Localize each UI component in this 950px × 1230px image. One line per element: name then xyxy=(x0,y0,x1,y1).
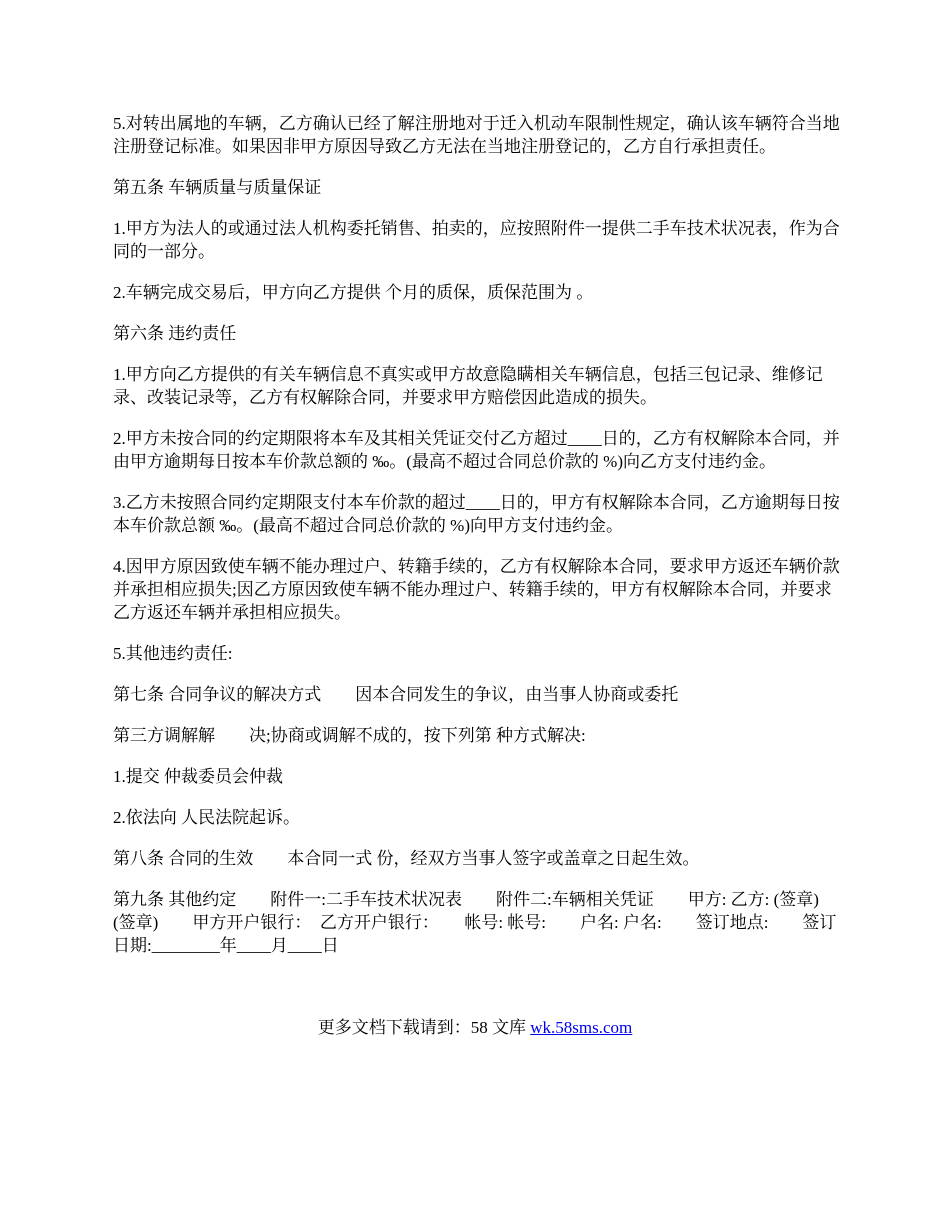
paragraph-litigation: 2.依法向 人民法院起诉。 xyxy=(113,808,300,827)
heading-article-5: 第五条 车辆质量与质量保证 xyxy=(113,178,322,197)
paragraph-vehicle-registration: 5.对转出属地的车辆，乙方确认已经了解注册地对于迁入机动车限制性规定，确认该车辆符合当地注册登记标准。如果因非甲方原因导致乙方无法在当地注册登记的，乙方自行承担责任。 xyxy=(113,114,840,156)
footer-link[interactable]: wk.58sms.com xyxy=(530,1018,633,1037)
heading-article-8: 第八条 合同的生效 本合同一式 份，经双方当事人签字或盖章之日起生效。 xyxy=(113,849,700,868)
paragraph-breach-2: 2.甲方未按合同的约定期限将本车及其相关凭证交付乙方超过____日的，乙方有权解除本合同，并由甲方逾期每日按本车价款总额的 ‰。(最高不超过合同总价款的 %)向乙方支付违约金。 xyxy=(113,429,840,471)
paragraph-technical-status: 1.甲方为法人的或通过法人机构委托销售、拍卖的，应按照附件一提供二手车技术状况表，作为合同的一部分。 xyxy=(113,219,840,261)
footer-text: 更多文档下载请到：58 文库 xyxy=(317,1018,531,1037)
paragraph-warranty: 2.车辆完成交易后，甲方向乙方提供 个月的质保，质保范围为 。 xyxy=(113,283,594,302)
paragraph-arbitration: 1.提交 仲裁委员会仲裁 xyxy=(113,767,283,786)
paragraph-breach-3: 3.乙方未按照合同约定期限支付本车价款的超过____日的，甲方有权解除本合同，乙方逾期每日按本车价款总额 ‰。(最高不超过合同总价款的 %)向甲方支付违约金。 xyxy=(113,493,840,535)
heading-article-7: 第七条 合同争议的解决方式 因本合同发生的争议，由当事人协商或委托 xyxy=(113,685,679,704)
paragraph-dispute-mediation: 第三方调解解 决;协商或调解不成的，按下列第 种方式解决: xyxy=(113,726,586,745)
heading-article-6: 第六条 违约责任 xyxy=(113,324,237,343)
paragraph-breach-4: 4.因甲方原因致使车辆不能办理过户、转籍手续的，乙方有权解除本合同，要求甲方返还车辆价款并承担相应损失;因乙方原因致使车辆不能办理过户、转籍手续的，甲方有权解除本合同，并要求乙方返还车辆并承担相应损失。 xyxy=(113,557,840,622)
paragraph-breach-5: 5.其他违约责任: xyxy=(113,644,233,663)
paragraph-breach-1: 1.甲方向乙方提供的有关车辆信息不真实或甲方故意隐瞒相关车辆信息，包括三包记录、维修记录、改装记录等，乙方有权解除合同，并要求甲方赔偿因此造成的损失。 xyxy=(113,365,823,407)
footer xyxy=(0,1016,950,1039)
heading-article-9: 第九条 其他约定 附件一:二手车技术状况表 附件二:车辆相关凭证 甲方: 乙方: (签章) (签章) 甲方开户银行： 乙方开户银行： 帐号: 帐号: 户名: 户名: 签订地点: 签订日期:________年____月____日 xyxy=(113,890,837,955)
document-body xyxy=(113,112,843,975)
